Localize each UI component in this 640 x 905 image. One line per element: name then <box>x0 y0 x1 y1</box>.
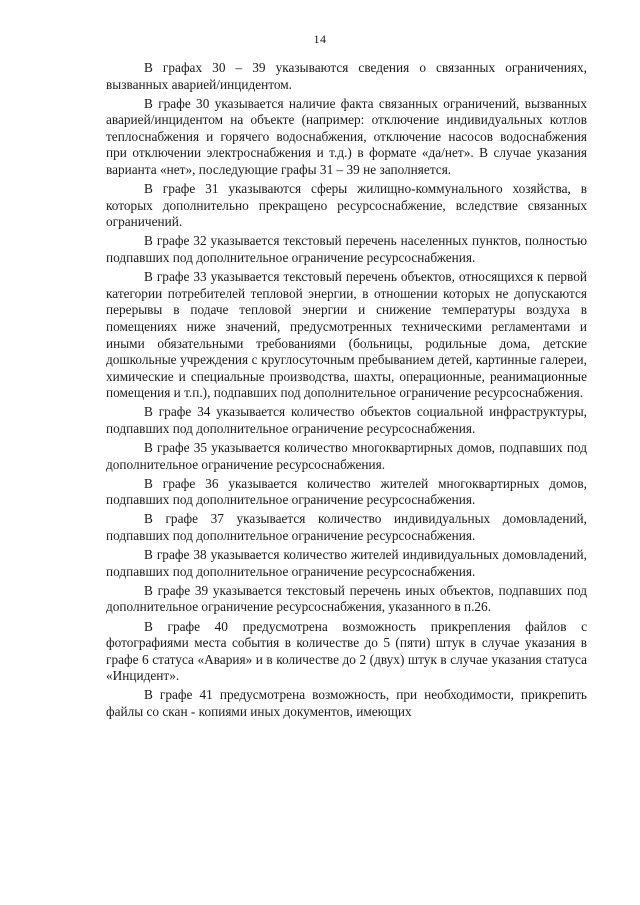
paragraph-graph-41: В графе 41 предусмотрена возможность, при необходимости, прикрепить файлы со скан - копиями иных документов, имеющих <box>106 687 587 719</box>
document-body <box>106 60 587 723</box>
paragraph-graph-38: В графе 38 указывается количество жителей индивидуальных домовладений, подпавших под дополнительное ограничение ресурсоснабжения. <box>106 547 587 579</box>
paragraph-graph-34: В графе 34 указывается количество объектов социальной инфраструктуры, подпавших под дополнительное ограничение ресурсоснабжения. <box>106 404 587 436</box>
page-number: 14 <box>313 32 327 46</box>
paragraph-graph-39: В графе 39 указывается текстовый перечень иных объектов, подпавших под дополнительное ограничение ресурсоснабжения, указанного в п.26. <box>106 582 587 615</box>
paragraph-graphs-30-39: В графах 30 – 39 указываются сведения о связанных ограничениях, вызванных аварией/инцидентом. <box>106 60 587 92</box>
paragraph-graph-30: В графе 30 указывается наличие факта связанных ограничений, вызванных аварией/инцидентом на объекте (например: отключение индивидуальных котлов теплоснабжения и горячего водоснабжения, отключение насосов водоснабжения при отключении электроснабжения и т.д.) в формате «да/нет». В случае указания варианта «нет», последующие графы 31 – 39 не заполняется. <box>106 95 587 178</box>
paragraph-graph-35: В графе 35 указывается количество многоквартирных домов, подпавших под дополнительное ограничение ресурсоснабжения. <box>106 440 587 472</box>
paragraph-graph-32: В графе 32 указывается текстовый перечень населенных пунктов, полностью подпавших под дополнительное ограничение ресурсоснабжения. <box>106 233 587 266</box>
paragraph-graph-33: В графе 33 указывается текстовый перечень объектов, относящихся к первой категории потребителей тепловой энергии, в отношении которых не допускаются перерывы в подаче тепловой энергии и снижение температуры воздуха в помещениях ниже значений, предусмотренных техническими регламентами и иными обязательными требованиями (больницы, родильные дома, детские дошкольные учреждения с круглосуточным пребыванием детей, картинные галереи, химические и специальные производства, шахты, операционные, реанимационные помещения и т.п.), подпавших под дополнительное ограничение ресурсоснабжения. <box>106 269 587 401</box>
paragraph-graph-37: В графе 37 указывается количество индивидуальных домовладений, подпавших под дополнительное ограничение ресурсоснабжения. <box>106 511 587 544</box>
paragraph-graph-36: В графе 36 указывается количество жителей многоквартирных домов, подпавших под дополнительное ограничение ресурсоснабжения. <box>106 475 587 508</box>
paragraph-graph-40: В графе 40 предусмотрена возможность прикрепления файлов с фотографиями места события в количестве до 5 (пяти) штук в случае указания в графе 6 статуса «Авария» и в количестве до 2 (двух) штук в случае указания статуса «Инцидент». <box>106 618 587 684</box>
paragraph-graph-31: В графе 31 указываются сферы жилищно-коммунального хозяйства, в которых дополнительно прекращено ресурсоснабжение, вследствие связанных ограничений. <box>106 181 587 230</box>
